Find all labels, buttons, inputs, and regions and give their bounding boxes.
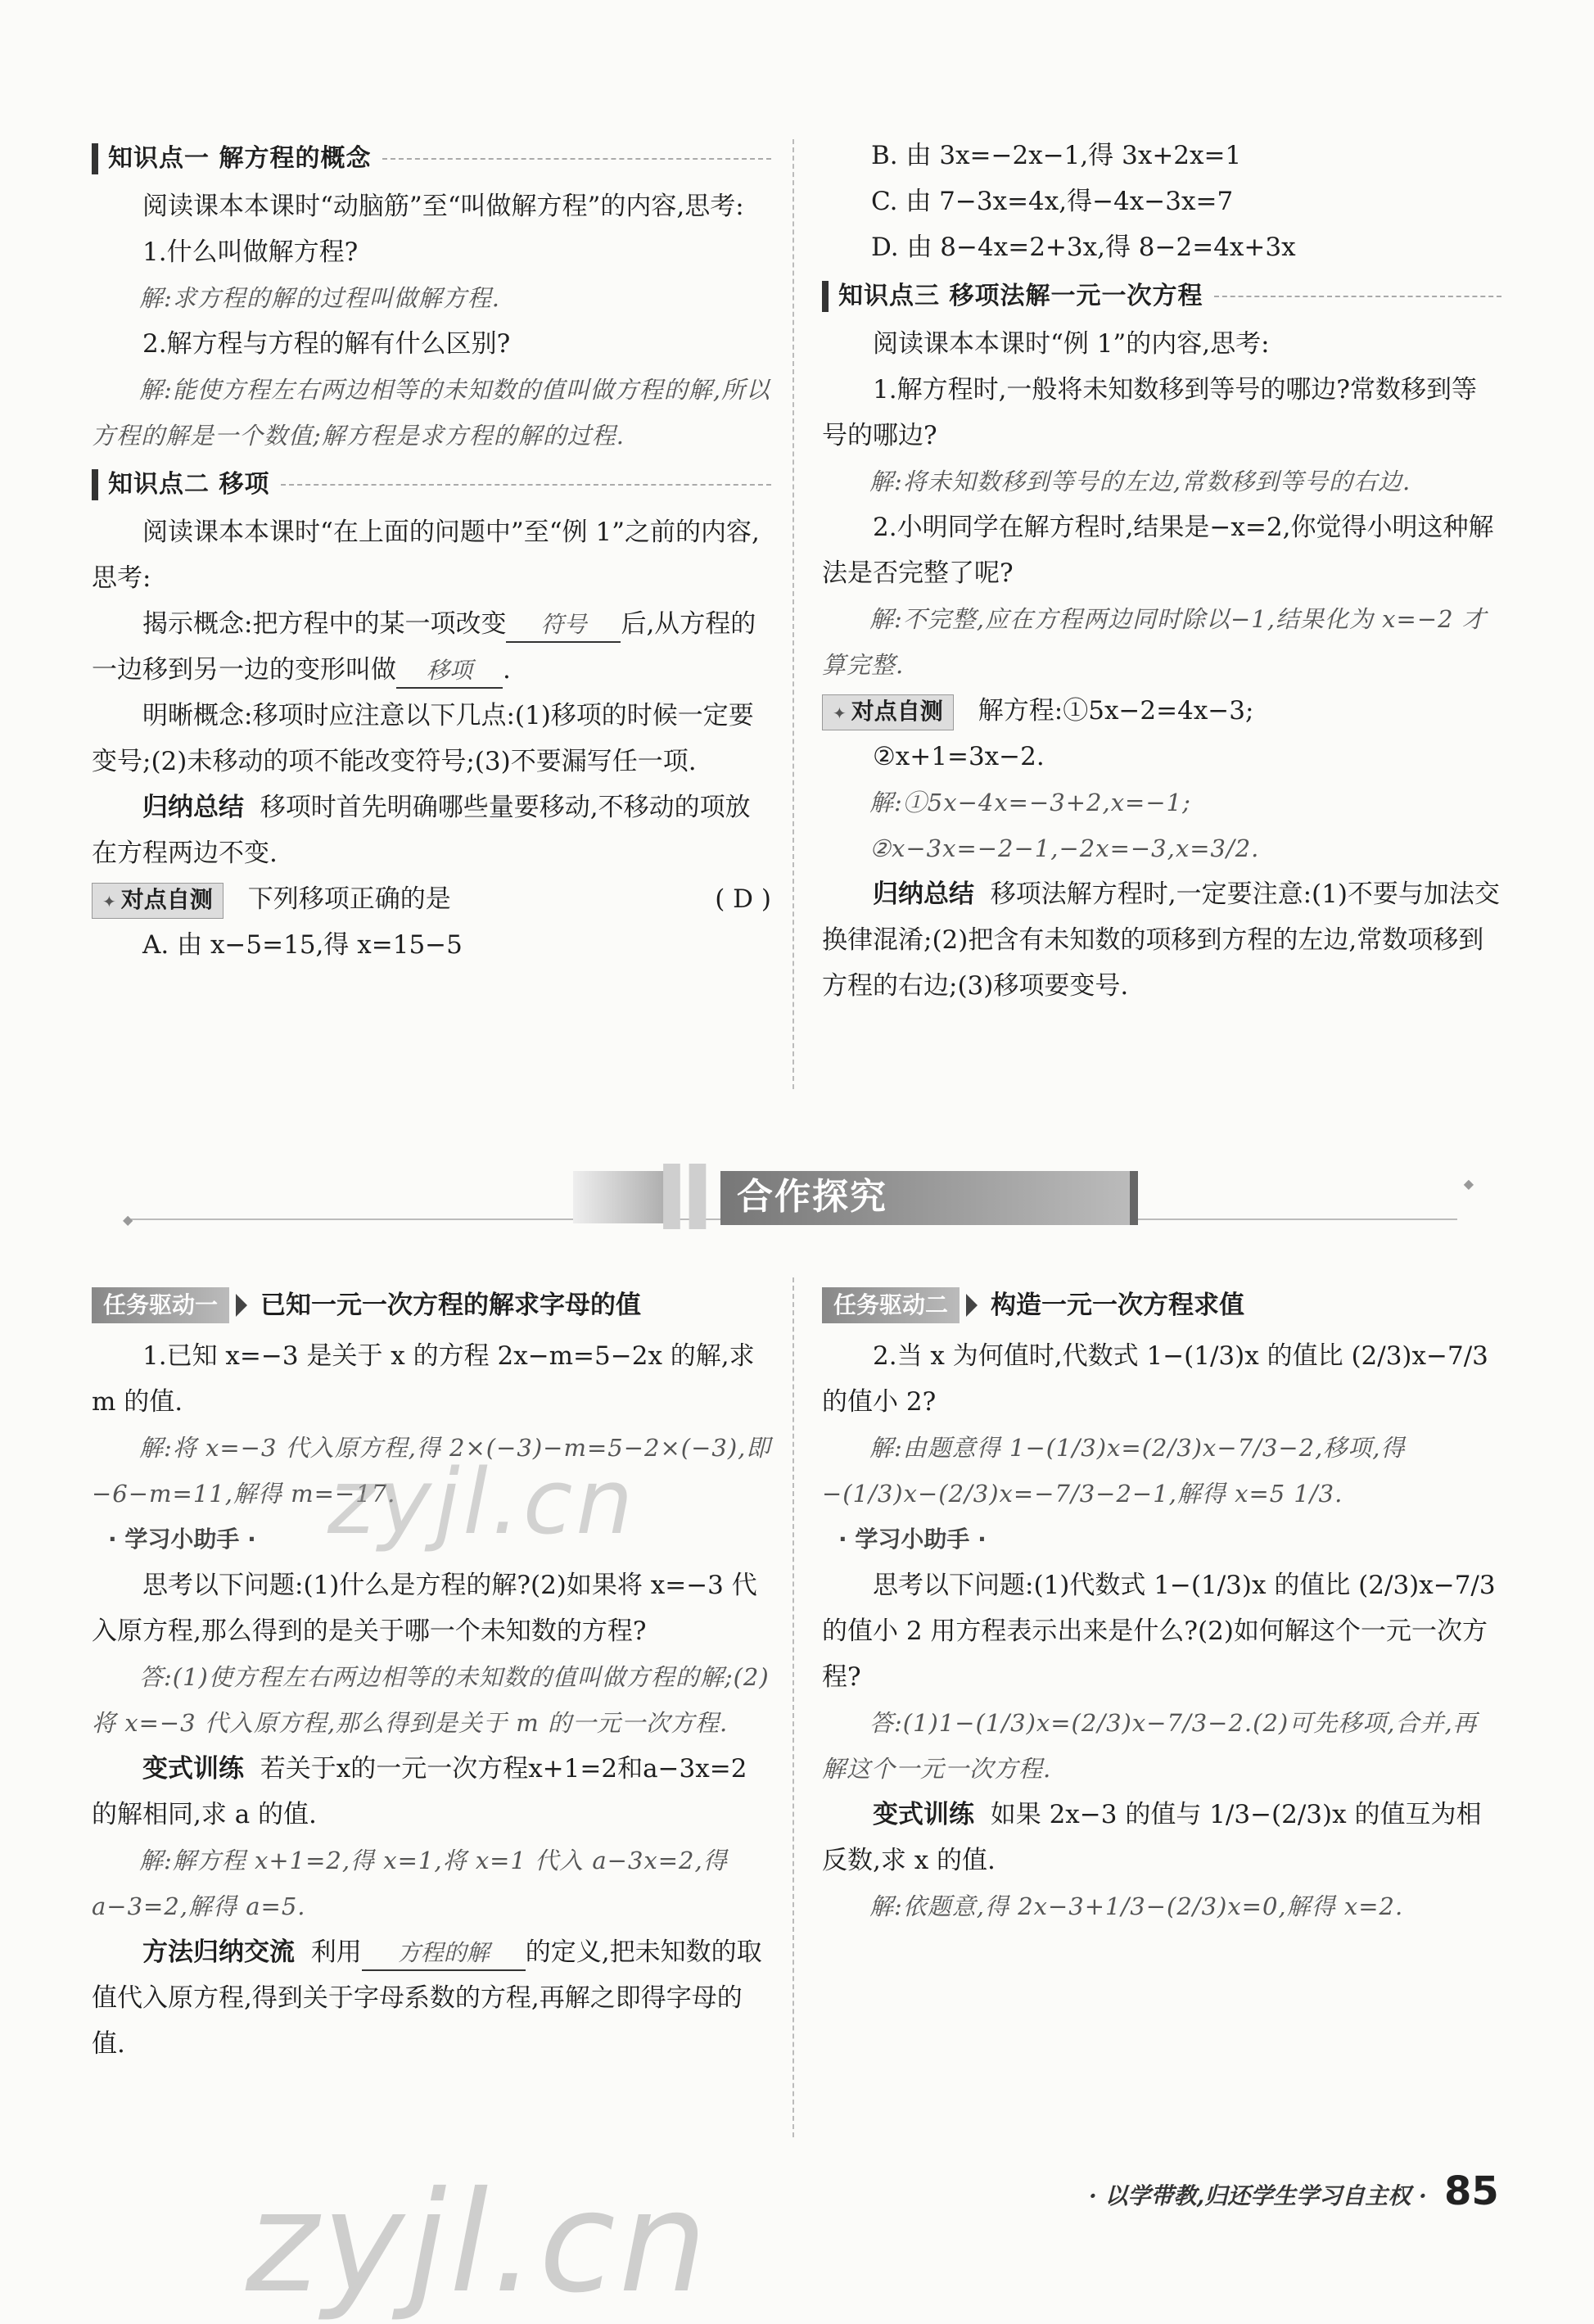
method-text-b: 的定义,把未知数的取值代入原方程,得到关于字母系数的方程,再解之即得字母的值.	[92, 1937, 762, 2059]
task-1-header	[92, 1282, 771, 1328]
kp3-question-1: 1.解方程时,一般将未知数移到等号的哪边?常数移到等号的哪边?	[822, 375, 1478, 450]
section-bar-icon	[92, 143, 98, 174]
watermark: zyjl.cn	[327, 1449, 637, 1554]
watermark-large: zyjl.cn	[246, 2162, 711, 2324]
right-bottom-column	[822, 1282, 1501, 1929]
knowledge-point-1-header	[92, 136, 771, 182]
option-b: B. 由 3x=−2x−1,得 3x+2x=1	[871, 141, 1242, 170]
column-divider	[792, 139, 794, 1089]
left-bottom-column	[92, 1282, 771, 2067]
variant-label: 变式训练	[142, 1754, 244, 1784]
option-c: C. 由 7−3x=4x,得−4x−3x=7	[871, 187, 1234, 216]
right-top-column	[822, 133, 1501, 1009]
question-2: 2.当 x 为何值时,代数式 1−(1/3)x 的值比 (2/3)x−7/3 的值小 2?	[822, 1341, 1488, 1417]
fill-blank-3: 方程的解	[362, 1937, 526, 1971]
task-title: 构造一元一次方程求值	[991, 1291, 1245, 1320]
think-questions: 思考以下问题:(1)代数式 1−(1/3)x 的值比 (2/3)x−7/3 的值小 2 用方程表示出来是什么?(2)如何解这个一元一次方程?	[822, 1571, 1496, 1692]
variant-label: 变式训练	[873, 1800, 974, 1829]
kp2-reveal-text-b: 后,从方程的一边移到另一边的变形叫做	[92, 609, 756, 685]
kp2-reveal-text-c: .	[503, 655, 511, 685]
knowledge-point-1-title: 知识点一 解方程的概念	[108, 144, 372, 173]
diamond-icon: ◆	[123, 1212, 133, 1228]
kp1-question-1: 1.什么叫做解方程?	[142, 237, 359, 267]
self-test-answer-2: ②x−3x=−2−1,−2x=−3,x=3/2.	[869, 834, 1260, 862]
variant-training-question	[92, 1746, 771, 1838]
page-number: 85	[1444, 2168, 1499, 2214]
think-answers: 答:(1)1−(1/3)x=(2/3)x−7/3−2.(2)可先移项,合并,再解这个一元一次方程.	[822, 1709, 1478, 1783]
answer-1: 解:将 x=−3 代入原方程,得 2×(−3)−m=5−2×(−3),即−6−m=11,解得 m=−17.	[92, 1434, 771, 1508]
roman-numeral-two-icon: Ⅱ	[655, 1146, 715, 1250]
kp3-answer-1: 解:将未知数移到等号的左边,常数移到等号的右边.	[869, 468, 1411, 495]
kp2-summary	[92, 784, 771, 876]
left-top-column	[92, 133, 771, 968]
kp3-self-test	[822, 688, 1501, 734]
kp2-clarify-concept: 明晰概念:移项时应注意以下几点:(1)移项的时候一定要变号;(2)未移动的项不能改变符号;(3)不要漏写任一项.	[92, 701, 754, 776]
kp2-intro: 阅读课本本课时“在上面的问题中”至“例 1”之前的内容,思考:	[92, 518, 760, 593]
dashed-rule	[281, 484, 771, 486]
variant-question: 若关于x的一元一次方程x+1=2和a−3x=2的解相同,求 a 的值.	[92, 1754, 747, 1829]
answer-2: 解:由题意得 1−(1/3)x=(2/3)x−7/3−2,移项,得−(1/3)x−(2/3)x=−7/3−2−1,解得 x=5 1/3.	[822, 1434, 1406, 1508]
section-bar-icon	[92, 469, 98, 500]
kp3-intro: 阅读课本本课时“例 1”的内容,思考:	[873, 329, 1270, 359]
self-test-answer: ( D )	[715, 884, 771, 914]
kp3-summary	[822, 871, 1501, 1009]
method-summary	[92, 1929, 771, 2067]
diamond-icon: ◆	[1463, 1176, 1474, 1191]
task-tag: 任务驱动二	[822, 1287, 960, 1323]
question-1: 1.已知 x=−3 是关于 x 的方程 2x−m=5−2x 的解,求 m 的值.	[92, 1341, 755, 1417]
study-helper-label: · 学习小助手 ·	[838, 1526, 987, 1553]
task-2-header	[822, 1282, 1501, 1328]
summary-label: 归纳总结	[873, 879, 974, 909]
fill-blank-1: 符号	[506, 608, 621, 643]
kp1-question-2: 2.解方程与方程的解有什么区别?	[142, 329, 511, 359]
summary-text: 移项法解方程时,一定要注意:(1)不要与加法交换律混淆;(2)把含有未知数的项移到方程的左边,常数项移到方程的右边;(3)移项要变号.	[822, 879, 1500, 1001]
option-d: D. 由 8−4x=2+3x,得 8−2=4x+3x	[871, 233, 1296, 262]
summary-text: 移项时首先明确哪些量要移动,不移动的项放在方程两边不变.	[92, 793, 751, 868]
self-test-badge: ✦ 对点自测	[822, 694, 954, 730]
variant-answer: 解:解方程 x+1=2,得 x=1,将 x=1 代入 a−3x=2,得 a−3=2,解得 a=5.	[92, 1847, 728, 1920]
knowledge-point-3-title: 知识点三 移项法解一元一次方程	[838, 282, 1203, 310]
task-tag: 任务驱动一	[92, 1287, 229, 1323]
kp3-question-2: 2.小明同学在解方程时,结果是−x=2,你觉得小明这种解法是否完整了呢?	[822, 513, 1494, 588]
summary-label: 归纳总结	[142, 793, 244, 822]
study-helper-label: · 学习小助手 ·	[108, 1526, 256, 1553]
knowledge-point-2-title: 知识点二 移项	[108, 470, 270, 499]
self-test-badge: ✦ 对点自测	[92, 883, 224, 919]
cooperative-exploration-banner	[123, 1146, 1474, 1250]
think-answers: 答:(1)使方程左右两边相等的未知数的值叫做方程的解;(2)将 x=−3 代入原方程,那么得到是关于 m 的一元一次方程.	[92, 1663, 770, 1737]
variant-question: 如果 2x−3 的值与 1/3−(2/3)x 的值互为相反数,求 x 的值.	[822, 1800, 1482, 1875]
kp1-intro: 阅读课本本课时“动脑筋”至“叫做解方程”的内容,思考:	[142, 192, 744, 221]
kp1-answer-1: 解:求方程的解的过程叫做解方程.	[139, 284, 500, 312]
variant-training-question	[822, 1792, 1501, 1883]
task-title: 已知一元一次方程的解求字母的值	[260, 1291, 642, 1320]
column-divider-lower	[792, 1277, 794, 2137]
self-test-question: 下列移项正确的是	[247, 884, 451, 914]
kp2-reveal-text-a: 揭示概念:把方程中的某一项改变	[142, 609, 507, 639]
option-a: A. 由 x−5=15,得 x=15−5	[142, 930, 463, 960]
arrow-right-icon	[966, 1294, 978, 1317]
self-test-question: 解方程:①5x−2=4x−3;	[978, 696, 1254, 726]
fill-blank-2: 移项	[396, 654, 503, 689]
kp2-self-test	[92, 876, 771, 922]
arrow-right-icon	[236, 1294, 247, 1317]
banner-title: 合作探究	[737, 1176, 887, 1218]
self-test-question-2: ②x+1=3x−2.	[873, 742, 1045, 771]
dashed-rule	[382, 158, 771, 160]
variant-answer: 解:依题意,得 2x−3+1/3−(2/3)x=0,解得 x=2.	[869, 1892, 1404, 1920]
knowledge-point-2-header	[92, 462, 771, 508]
kp2-reveal-concept	[92, 601, 771, 693]
method-text-a: 利用	[310, 1937, 362, 1967]
kp3-answer-2: 解:不完整,应在方程两边同时除以−1,结果化为 x=−2 才算完整.	[822, 605, 1487, 679]
think-questions: 思考以下问题:(1)什么是方程的解?(2)如果将 x=−3 代入原方程,那么得到的是关于哪一个未知数的方程?	[92, 1571, 757, 1646]
knowledge-point-3-header	[822, 274, 1501, 319]
section-bar-icon	[822, 281, 829, 312]
dashed-rule	[1214, 296, 1501, 297]
footer-slogan: · 以学带教,归还学生学习自主权 ·	[1089, 2182, 1427, 2209]
method-label: 方法归纳交流	[142, 1937, 295, 1967]
kp1-answer-2: 解:能使方程左右两边相等的未知数的值叫做方程的解,所以方程的解是一个数值;解方程是求方程的解的过程.	[92, 376, 770, 450]
self-test-answer-1: 解:①5x−4x=−3+2,x=−1;	[869, 789, 1191, 816]
